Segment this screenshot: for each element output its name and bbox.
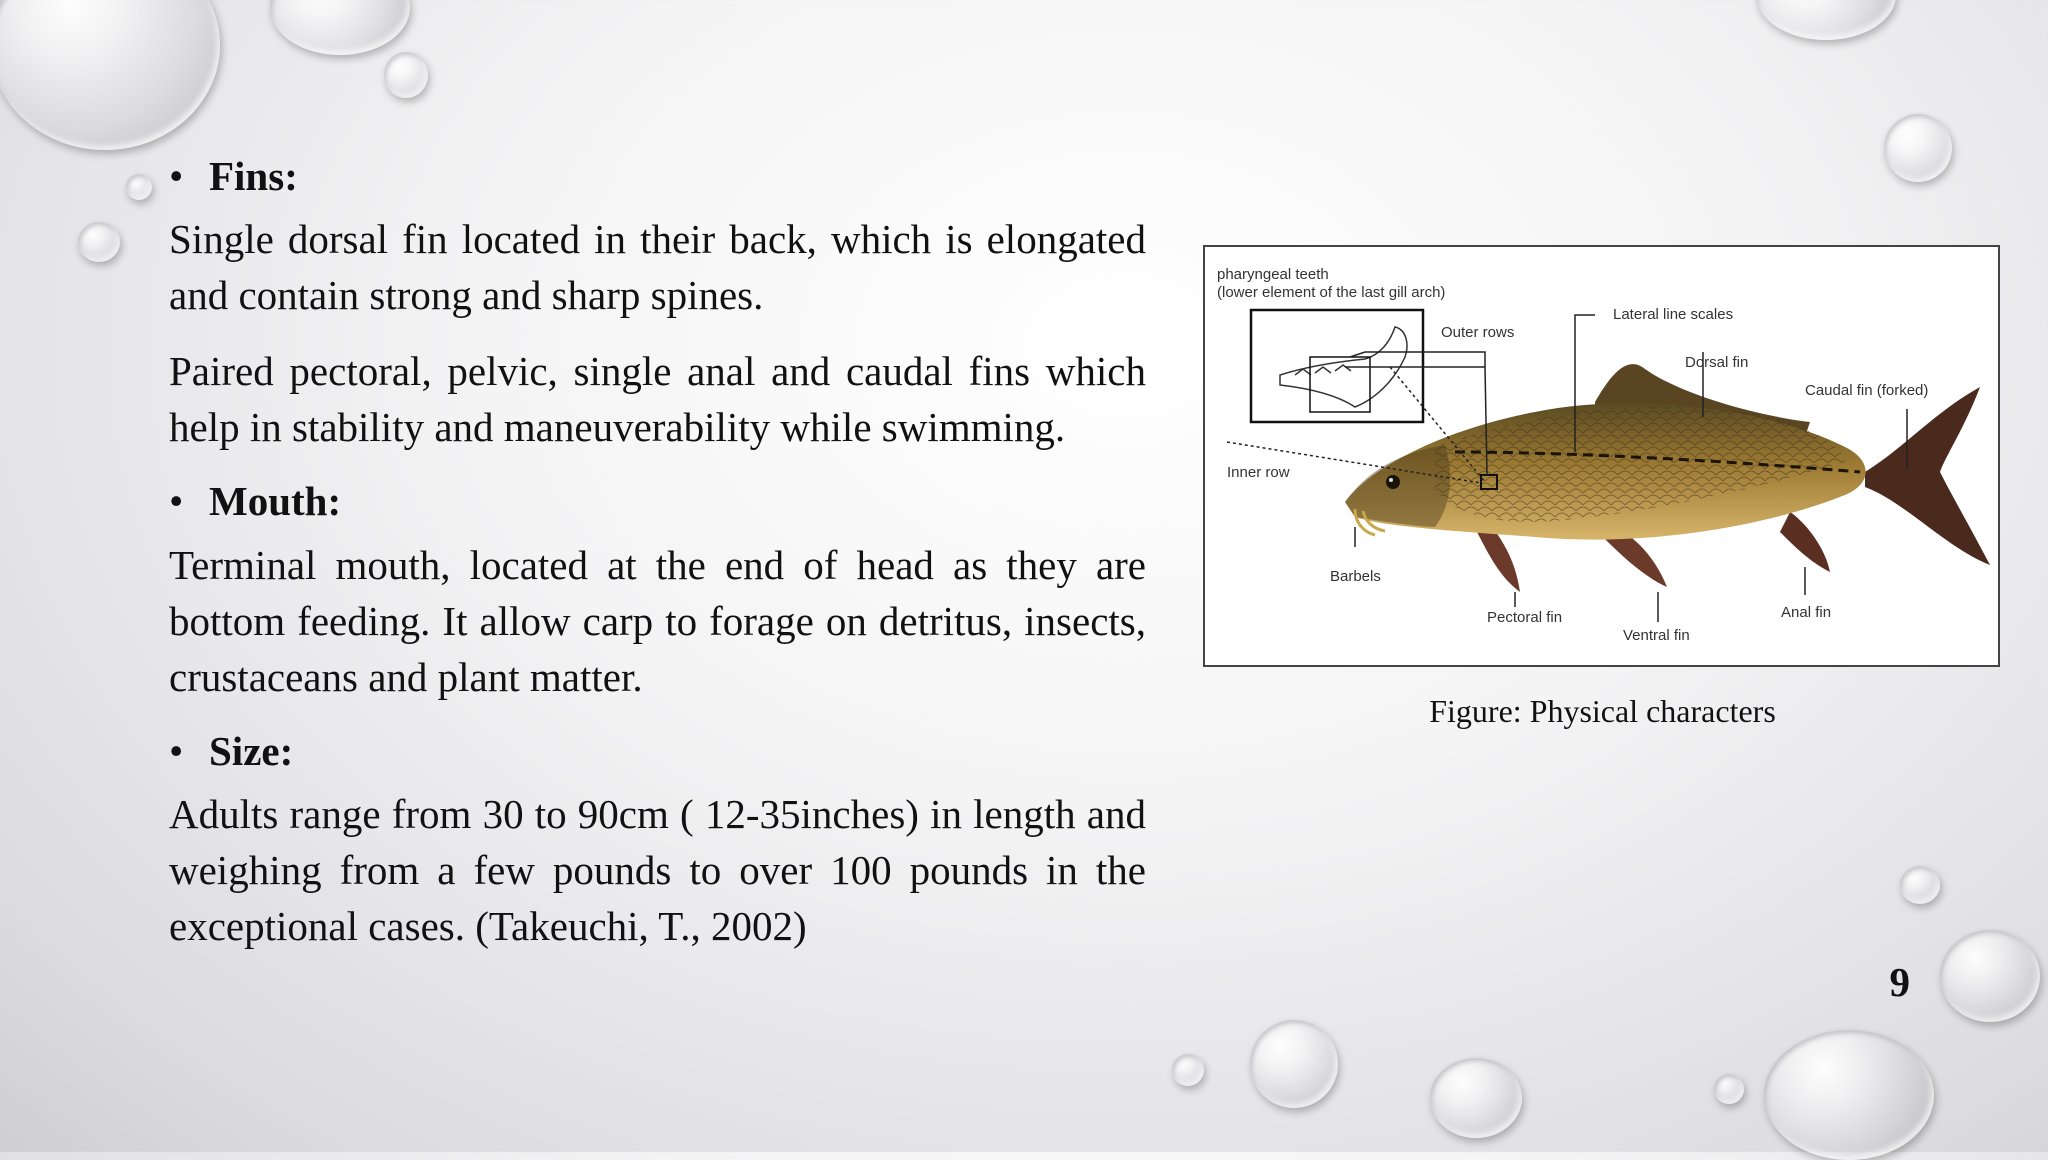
heading-text: Fins: [209,153,298,199]
label-pectoral-fin: Pectoral fin [1487,609,1563,626]
water-droplet-decoration [1430,1058,1522,1138]
paragraph: Terminal mouth, located at the end of head as they are bottom feeding. It allow carp to forage on detritus, insects, crustaceans and plant matter. [169,541,1146,700]
water-droplet-decoration [1714,1074,1744,1104]
water-droplet-decoration [0,0,220,150]
paragraph: Single dorsal fin located in their back, which is elongated and contain strong and sharp spines. [169,216,1146,319]
section-heading-mouth [169,475,1146,528]
section-heading-size [169,725,1146,778]
paragraph: Paired pectoral, pelvic, single anal and caudal fins which help in stability and maneuverability while swimming. [169,348,1146,451]
water-droplet-decoration [1764,1030,1934,1160]
water-droplet-decoration [1172,1054,1204,1086]
figure-caption: Figure: Physical characters [1429,693,1776,729]
water-droplet-decoration [126,174,152,200]
heading-text: Size: [209,727,294,774]
water-droplet-decoration [78,222,120,262]
label-pharyngeal-teeth: pharyngeal teeth [1217,266,1329,283]
carp-anatomy-figure [1203,245,2000,667]
label-barbels: Barbels [1330,568,1381,585]
page-number: 9 [1889,959,1910,1005]
section-heading-fins [169,150,1146,203]
water-droplet-decoration [1900,866,1940,904]
label-anal-fin: Anal fin [1781,604,1832,621]
label-dorsal-fin: Dorsal fin [1685,354,1749,371]
water-droplet-decoration [1884,114,1952,182]
caudal-fin [1865,387,1990,565]
bullet-icon: • [169,478,184,525]
label-caudal-fin: Caudal fin (forked) [1805,382,1929,399]
content-text-column [169,150,1146,974]
label-ventral-fin: Ventral fin [1623,627,1690,644]
label-outer-rows: Outer rows [1441,324,1515,341]
label-pharyngeal-sub: (lower element of the last gill arch) [1217,284,1446,301]
carp-diagram [1205,247,1998,665]
water-droplet-decoration [384,52,428,98]
bullet-icon: • [169,153,184,199]
anal-fin [1780,512,1830,572]
heading-text: Mouth: [209,478,342,525]
fish-eye [1386,475,1400,489]
water-droplet-decoration [1940,930,2040,1022]
label-lateral-line-scales: Lateral line scales [1613,306,1734,323]
bullet-icon: • [169,727,184,774]
water-droplet-decoration [270,0,410,55]
water-droplet-decoration [1250,1020,1338,1108]
label-inner-row: Inner row [1227,464,1290,481]
water-droplet-decoration [1756,0,1896,40]
paragraph: Adults range from 30 to 90cm ( 12-35inches) in length and weighing from a few pounds to over 100 pounds in the exceptional cases. (Takeuchi, T., 2002) [169,790,1146,949]
